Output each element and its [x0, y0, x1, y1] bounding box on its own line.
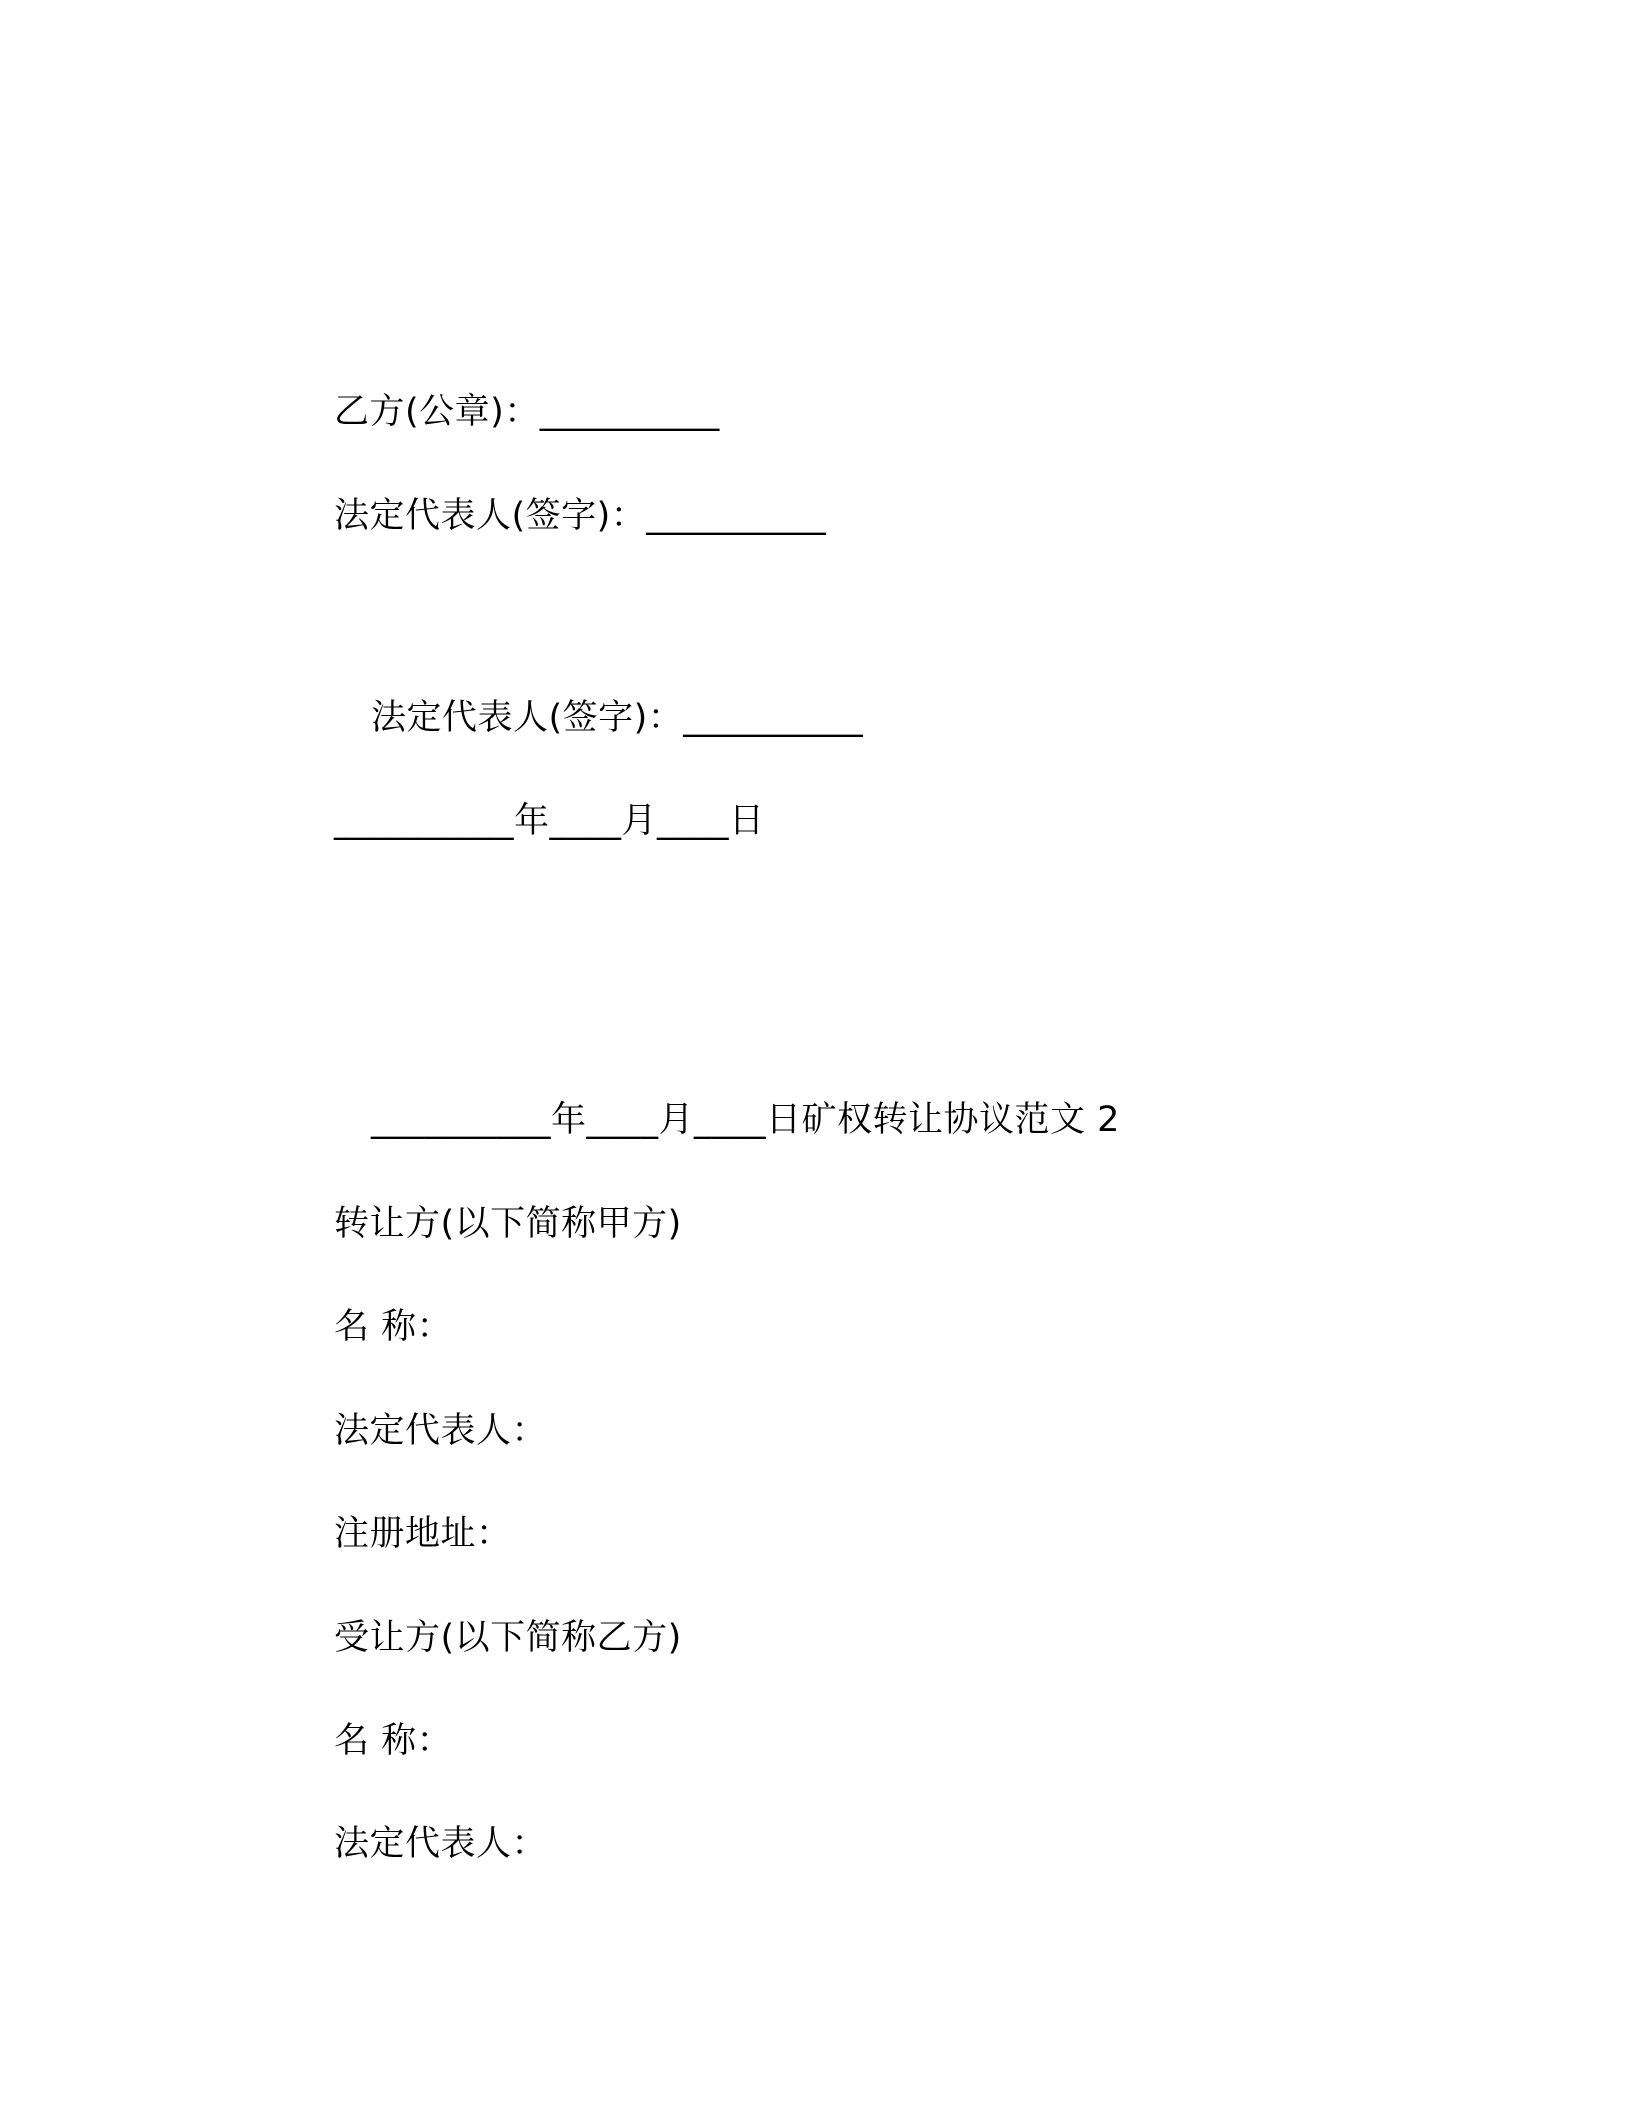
transferor-address-label: 注册地址：	[334, 1514, 512, 1554]
transferor-legal-rep-label: 法定代表人：	[334, 1411, 548, 1451]
transferee-legal-rep-label: 法定代表人：	[334, 1824, 548, 1864]
transferor-heading: 转让方(以下简称甲方)	[334, 1204, 682, 1244]
transferee-name-label: 名 称：	[334, 1721, 453, 1761]
transferee-heading: 受让方(以下简称乙方)	[334, 1618, 682, 1658]
agreement-title-line: __________年____月____日矿权转让协议范文 2	[371, 1100, 1120, 1140]
legal-rep-signature-line: 法定代表人(签字)：__________	[334, 496, 827, 536]
party-b-seal-line: 乙方(公章)：__________	[334, 392, 720, 432]
transferor-name-label: 名 称：	[334, 1307, 453, 1347]
date-line: __________年____月____日	[334, 801, 765, 841]
legal-rep-signature-line-indented: 法定代表人(签字)：__________	[371, 698, 864, 738]
